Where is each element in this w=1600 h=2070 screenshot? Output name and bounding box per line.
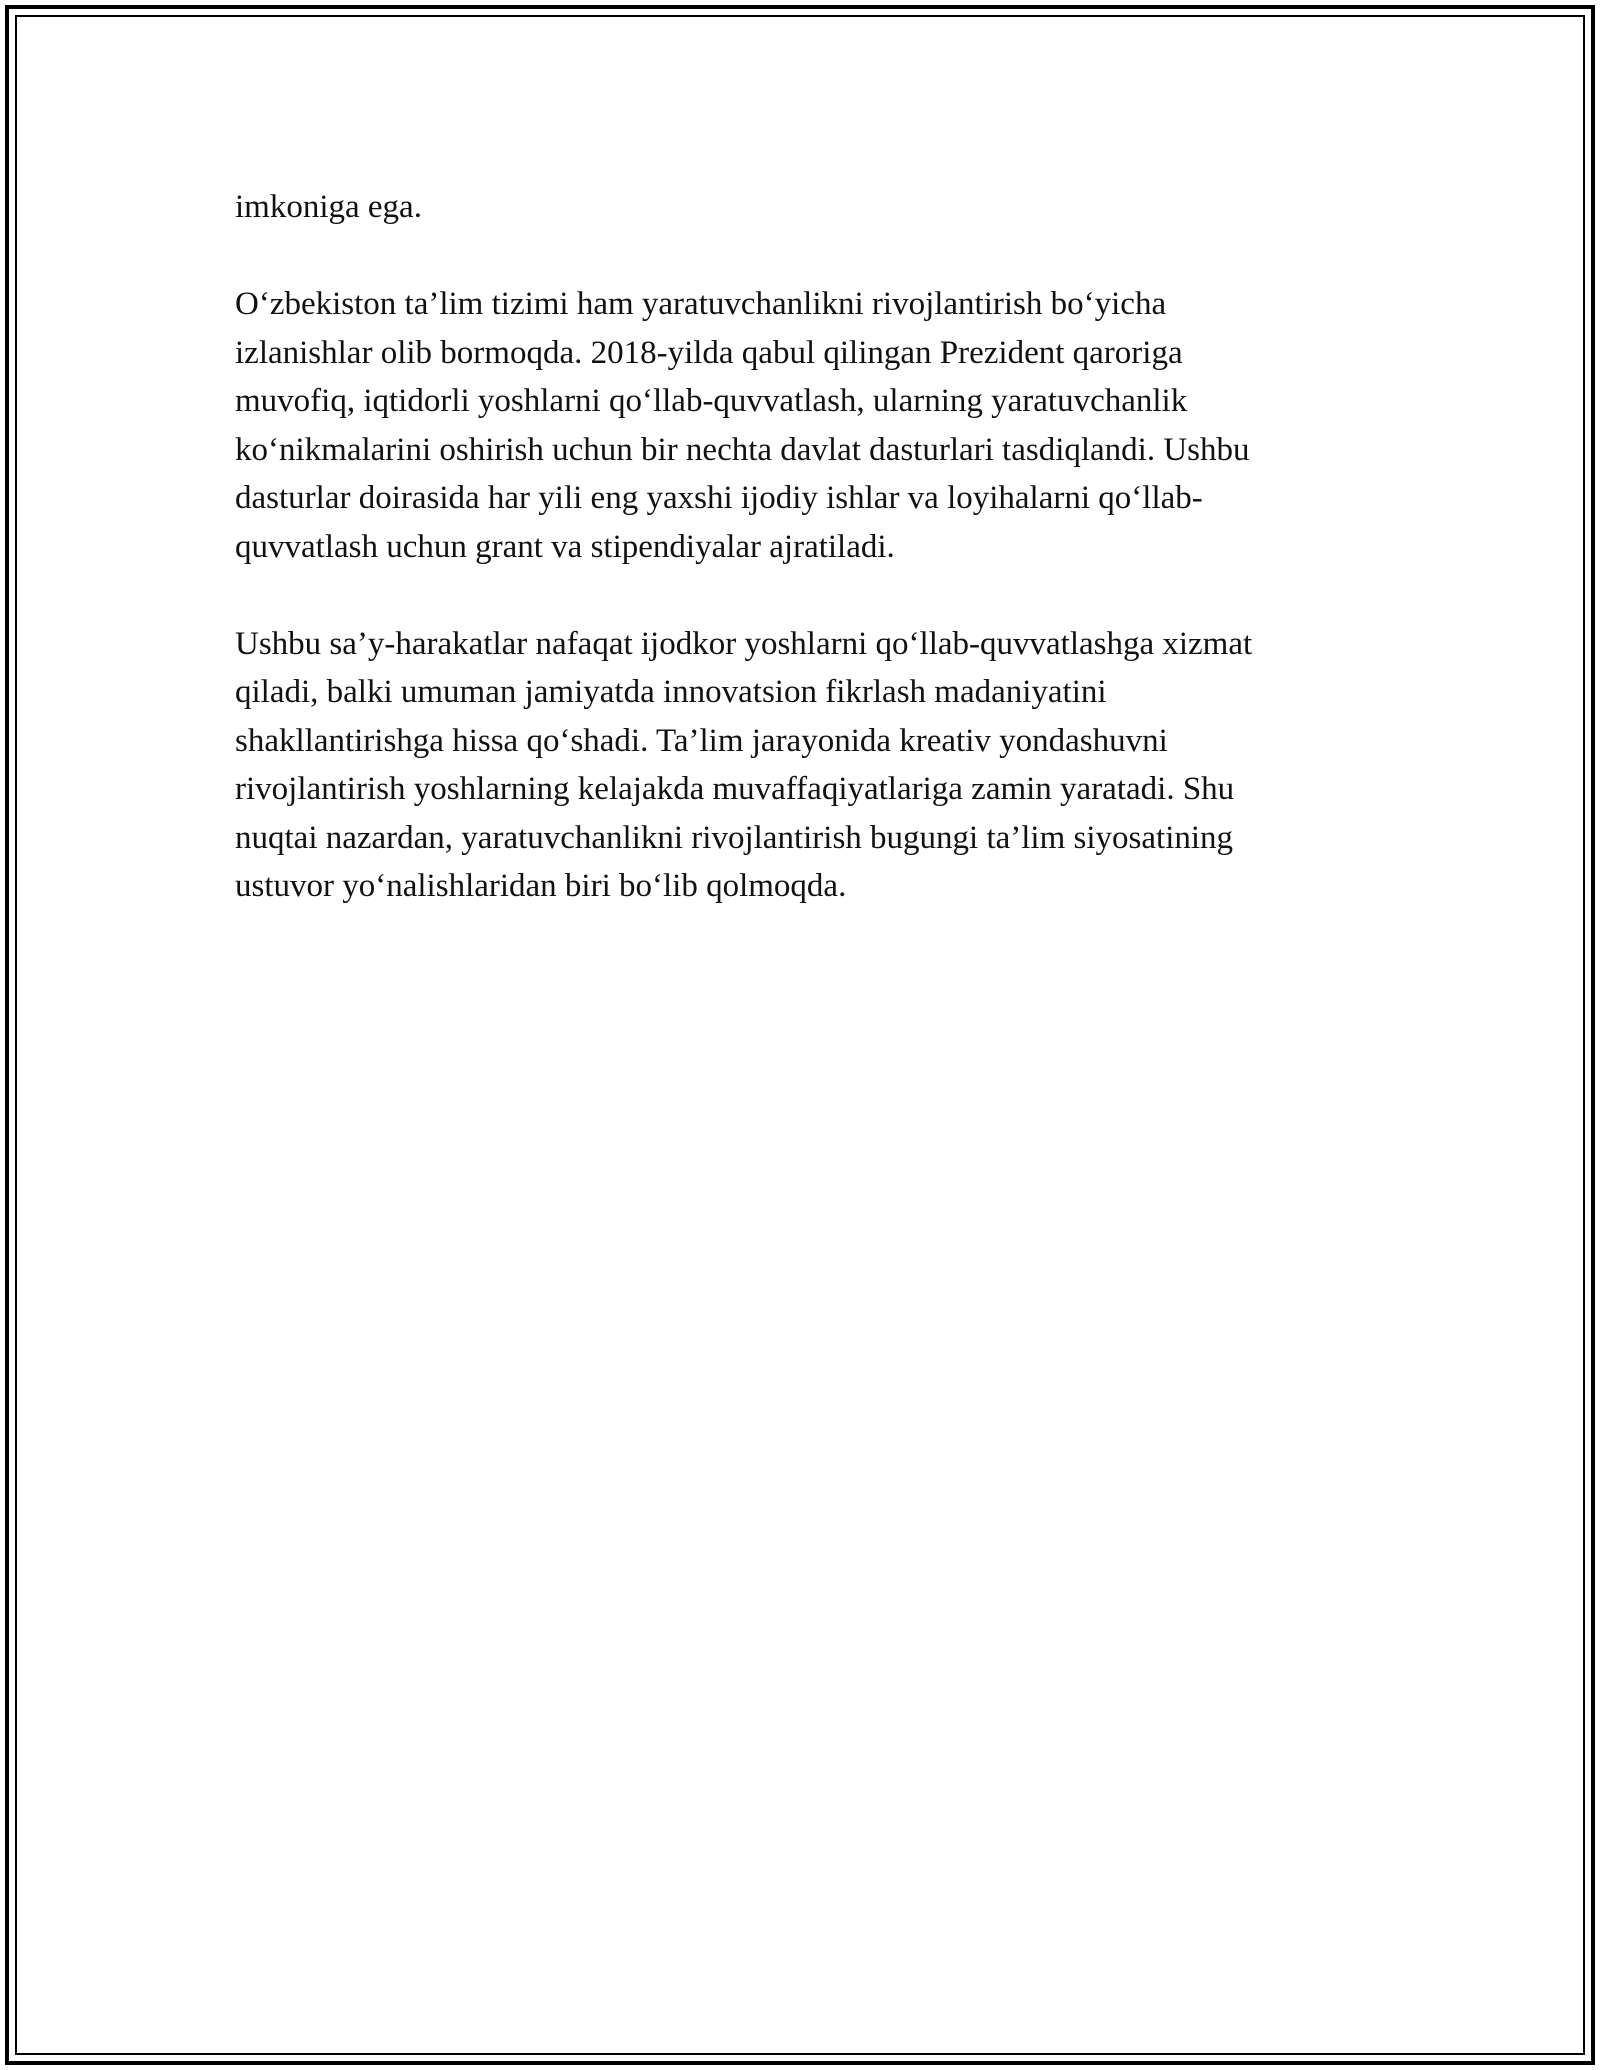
paragraph-3-line-3: shakllantirishga hissa qo‘shadi. Ta’lim jarayonida kreativ yondashuvni — [235, 722, 1168, 759]
paragraph-3-line-1: Ushbu sa’y-harakatlar nafaqat ijodkor yoshlarni qo‘llab-quvvatlashga xizmat — [235, 625, 1253, 662]
paragraph-2-line-5: dasturlar doirasida har yili eng yaxshi ijodiy ishlar va loyihalarni qo‘llab- — [235, 480, 1203, 516]
paragraph-3-line-5: nuqtai nazardan, yaratuvchanlikni rivojlantirish bugungi ta’lim siyosatining — [235, 819, 1234, 856]
paragraph-1 — [235, 183, 1375, 232]
paragraph-2 — [235, 280, 1375, 571]
paragraph-2-line-2: izlanishlar olib bormoqda. 2018-yilda qabul qilingan Prezident qaroriga — [235, 334, 1183, 371]
paragraph-1-line-1: imkoniga ega. — [235, 189, 422, 225]
document-body — [235, 183, 1375, 911]
paragraph-3-line-6: ustuvor yo‘nalishlaridan biri bo‘lib qolmoqda. — [235, 868, 847, 904]
paragraph-2-line-3: muvofiq, iqtidorli yoshlarni qo‘llab-quvvatlash, ularning yaratuvchanlik — [235, 383, 1188, 419]
paragraph-2-line-1: O‘zbekiston ta’lim tizimi ham yaratuvchanlikni rivojlantirish bo‘yicha — [235, 286, 1167, 322]
paragraph-2-line-6: quvvatlash uchun grant va stipendiyalar ajratiladi. — [235, 528, 895, 565]
paragraph-3-line-2: qiladi, balki umuman jamiyatda innovatsion fikrlash madaniyatini — [235, 674, 1107, 710]
paragraph-2-line-4: ko‘nikmalarini oshirish uchun bir nechta davlat dasturlari tasdiqlandi. Ushbu — [235, 431, 1250, 468]
paragraph-3-line-4: rivojlantirish yoshlarning kelajakda muvaffaqiyatlariga zamin yaratadi. Shu — [235, 771, 1235, 807]
paragraph-3 — [235, 620, 1375, 911]
